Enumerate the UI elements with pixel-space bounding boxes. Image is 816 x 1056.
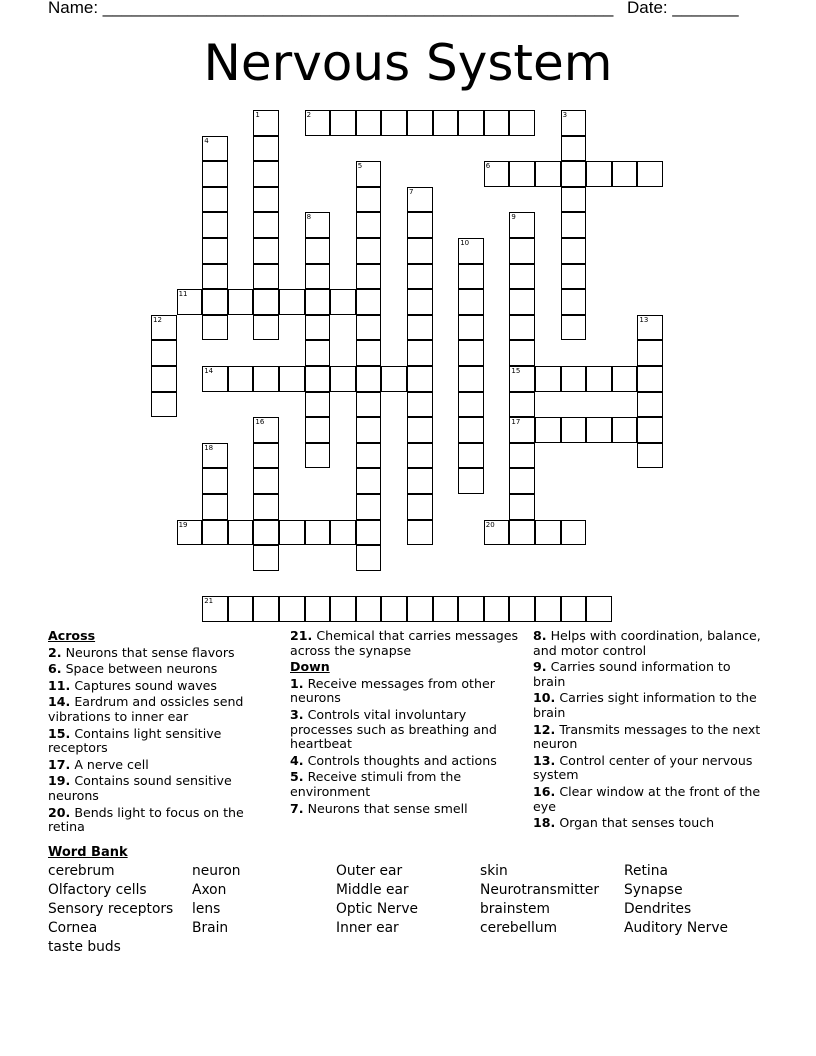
word-bank-word: Axon — [192, 882, 227, 898]
clue-number: 9 — [511, 213, 516, 222]
grid-cell[interactable] — [202, 161, 228, 187]
grid-cell[interactable] — [279, 289, 305, 315]
word-bank-word: Middle ear — [336, 882, 409, 898]
clue-num: 15. — [48, 725, 71, 741]
grid-cell[interactable] — [330, 289, 356, 315]
grid-cell[interactable] — [637, 392, 663, 418]
grid-cell[interactable] — [509, 468, 535, 494]
grid-cell[interactable] — [253, 238, 279, 264]
grid-cell[interactable] — [305, 520, 331, 546]
clue-number: 2 — [306, 111, 312, 119]
clue-num: 20. — [48, 804, 71, 820]
clue-text: Space between neurons — [61, 661, 218, 677]
grid-cell[interactable] — [586, 161, 612, 187]
word-bank-word: Dendrites — [624, 901, 692, 917]
clue-num: 17. — [48, 756, 71, 772]
grid-cell[interactable] — [305, 289, 331, 315]
grid-cell[interactable] — [407, 289, 433, 315]
grid-cell[interactable] — [407, 340, 433, 366]
grid-cell[interactable] — [458, 596, 484, 622]
down-clue — [290, 770, 522, 799]
grid-cell[interactable] — [381, 366, 407, 392]
grid-cell[interactable] — [356, 238, 382, 264]
down-clue — [290, 802, 522, 817]
grid-cell[interactable] — [356, 417, 382, 443]
grid-cell[interactable] — [637, 366, 663, 392]
grid-cell[interactable] — [202, 212, 228, 238]
grid-cell[interactable] — [305, 340, 331, 366]
clue-number: 7 — [409, 187, 414, 196]
grid-cell[interactable] — [253, 545, 279, 571]
clue-num: 13. — [533, 752, 556, 768]
grid-cell[interactable] — [356, 212, 382, 238]
clue-number: 3 — [562, 111, 568, 119]
clue-num: 16. — [533, 783, 556, 799]
grid-cell[interactable] — [279, 366, 305, 392]
grid-cell[interactable] — [561, 520, 587, 546]
grid-cell[interactable] — [458, 289, 484, 315]
grid-cell[interactable] — [356, 264, 382, 290]
grid-cell[interactable] — [458, 315, 484, 341]
grid-cell[interactable] — [458, 417, 484, 443]
clue-number: 13 — [639, 315, 649, 324]
grid-cell[interactable] — [305, 238, 331, 264]
grid-cell[interactable] — [407, 494, 433, 520]
grid-cell[interactable] — [433, 596, 459, 622]
clue-num: 12. — [533, 721, 556, 737]
clue-text: Control center of your nervous system — [533, 752, 753, 783]
down-clue — [533, 629, 765, 658]
clue-number: 4 — [204, 136, 209, 145]
grid-cell[interactable] — [407, 520, 433, 546]
clue-num: 21. — [290, 628, 313, 643]
grid-cell[interactable] — [407, 238, 433, 264]
clue-text: Neurons that sense flavors — [61, 644, 235, 660]
grid-cell[interactable] — [484, 110, 510, 136]
grid-cell[interactable] — [586, 366, 612, 392]
grid-cell[interactable] — [356, 545, 382, 571]
grid-cell[interactable] — [612, 366, 638, 392]
clue-number: 12 — [153, 315, 162, 324]
grid-cell[interactable] — [484, 596, 510, 622]
grid-cell[interactable] — [305, 417, 331, 443]
word-bank-word: Auditory Nerve — [624, 920, 728, 936]
grid-cell[interactable] — [253, 187, 279, 213]
clue-num: 1. — [290, 675, 304, 691]
clue-num: 5. — [290, 769, 304, 785]
clue-num: 19. — [48, 773, 71, 789]
down-clue — [533, 660, 765, 689]
grid-cell[interactable] — [305, 443, 331, 469]
clue-num: 6. — [48, 661, 62, 677]
clue-number: 16 — [255, 418, 265, 427]
grid-cell[interactable] — [561, 212, 587, 238]
grid-cell[interactable] — [535, 596, 561, 622]
clue-text: Transmits messages to the next neuron — [533, 721, 761, 752]
grid-cell[interactable] — [228, 596, 254, 622]
across-clue — [48, 662, 263, 677]
across-clue — [48, 679, 263, 694]
grid-cell[interactable] — [151, 366, 177, 392]
grid-cell[interactable] — [305, 366, 331, 392]
word-bank-word: Inner ear — [336, 920, 399, 936]
grid-cell[interactable] — [356, 520, 382, 546]
grid-cell[interactable] — [202, 468, 228, 494]
grid-cell[interactable] — [561, 161, 587, 187]
grid-cell[interactable] — [330, 110, 356, 136]
grid-cell[interactable] — [253, 468, 279, 494]
grid-cell[interactable] — [407, 596, 433, 622]
grid-cell[interactable] — [407, 110, 433, 136]
grid-cell[interactable] — [509, 161, 535, 187]
clue-text: A nerve cell — [70, 756, 149, 772]
clue-number: 19 — [178, 520, 188, 529]
grid-cell[interactable] — [509, 443, 535, 469]
grid-cell[interactable] — [356, 596, 382, 622]
grid-cell[interactable] — [381, 596, 407, 622]
word-bank-word: skin — [480, 863, 508, 879]
down-clue — [290, 708, 522, 752]
down-clue — [533, 691, 765, 720]
grid-cell[interactable] — [458, 264, 484, 290]
word-bank-word: taste buds — [48, 939, 121, 955]
clue-num: 2. — [48, 644, 62, 660]
clue-num: 18. — [533, 815, 556, 831]
word-bank-word: Olfactory cells — [48, 882, 147, 898]
grid-cell[interactable] — [509, 315, 535, 341]
grid-cell[interactable] — [253, 136, 279, 162]
down-clue — [290, 677, 522, 706]
word-bank-word: Retina — [624, 863, 668, 879]
down-clue — [290, 754, 522, 769]
word-bank-heading: Word Bank — [48, 845, 128, 860]
clue-number: 17 — [511, 418, 521, 427]
down-clue — [533, 723, 765, 752]
across-clue — [48, 646, 263, 661]
grid-cell[interactable] — [253, 366, 279, 392]
grid-cell[interactable] — [407, 212, 433, 238]
grid-cell[interactable] — [612, 161, 638, 187]
grid-cell[interactable] — [253, 596, 279, 622]
grid-cell[interactable] — [509, 238, 535, 264]
clue-num: 4. — [290, 752, 304, 768]
clue-column-2 — [290, 629, 522, 818]
down-clue — [533, 816, 765, 831]
clue-number: 18 — [204, 443, 214, 452]
clue-text: Receive stimuli from the environment — [290, 769, 462, 799]
clue-column-3 — [533, 629, 765, 833]
grid-cell[interactable] — [561, 417, 587, 443]
grid-cell[interactable] — [561, 136, 587, 162]
grid-cell[interactable] — [509, 264, 535, 290]
clue-column-1 — [48, 629, 263, 837]
grid-cell[interactable] — [305, 315, 331, 341]
clue-num: 8. — [533, 628, 547, 643]
clue-number: 20 — [485, 520, 495, 529]
clue-num: 10. — [533, 690, 556, 706]
clue-text: Receive messages from other neurons — [290, 675, 495, 706]
grid-cell[interactable] — [509, 596, 535, 622]
clue-text: Controls vital involuntary processes such as breathing and heartbeat — [290, 706, 497, 752]
grid-cell[interactable] — [561, 187, 587, 213]
grid-cell[interactable] — [356, 392, 382, 418]
word-bank-word: Outer ear — [336, 863, 403, 879]
grid-cell[interactable] — [356, 187, 382, 213]
grid-cell[interactable] — [253, 494, 279, 520]
grid-cell[interactable] — [356, 340, 382, 366]
word-bank-word: brainstem — [480, 901, 550, 917]
word-bank-word: Sensory receptors — [48, 901, 174, 917]
grid-cell[interactable] — [433, 110, 459, 136]
grid-cell[interactable] — [151, 392, 177, 418]
grid-cell[interactable] — [228, 520, 254, 546]
grid-cell[interactable] — [356, 315, 382, 341]
clue-number: 15 — [511, 367, 521, 375]
clue-text: Helps with coordination, balance, and motor control — [533, 628, 761, 658]
word-bank-word: Neurotransmitter — [480, 882, 600, 898]
clue-text: Organ that senses touch — [555, 815, 715, 831]
down-clue — [533, 785, 765, 814]
grid-cell[interactable] — [612, 417, 638, 443]
grid-cell[interactable] — [458, 340, 484, 366]
word-bank-word: lens — [192, 901, 221, 917]
word-bank-word: Optic Nerve — [336, 901, 418, 917]
clue-number: 11 — [178, 290, 188, 299]
grid-cell[interactable] — [330, 366, 356, 392]
date-field-label: Date: _______ — [627, 0, 739, 17]
grid-cell[interactable] — [458, 468, 484, 494]
grid-cell[interactable] — [509, 340, 535, 366]
clue-text: Contains light sensitive receptors — [48, 725, 222, 756]
grid-cell[interactable] — [561, 366, 587, 392]
grid-cell[interactable] — [407, 264, 433, 290]
clue-num: 11. — [48, 677, 71, 693]
grid-cell[interactable] — [407, 468, 433, 494]
word-bank-word: cerebrum — [48, 863, 115, 879]
down-heading: Down — [290, 659, 330, 675]
clue-number: 1 — [255, 111, 260, 119]
clue-text: Controls thoughts and actions — [303, 752, 497, 768]
word-bank-word: neuron — [192, 863, 241, 879]
grid-cell[interactable] — [253, 264, 279, 290]
across-clue — [48, 758, 263, 773]
grid-cell[interactable] — [228, 289, 254, 315]
clue-text: Carries sight information to the brain — [533, 690, 757, 720]
grid-cell[interactable] — [561, 315, 587, 341]
grid-cell[interactable] — [253, 289, 279, 315]
grid-cell[interactable] — [356, 443, 382, 469]
grid-cell[interactable] — [535, 366, 561, 392]
grid-cell[interactable] — [305, 596, 331, 622]
grid-cell[interactable] — [458, 392, 484, 418]
grid-cell[interactable] — [561, 238, 587, 264]
clue-number: 10 — [460, 239, 470, 247]
clue-number: 6 — [485, 162, 491, 171]
across-heading: Across — [48, 628, 96, 643]
grid-cell[interactable] — [407, 443, 433, 469]
grid-cell[interactable] — [305, 392, 331, 418]
grid-cell[interactable] — [279, 596, 305, 622]
clue-text: Bends light to focus on the retina — [48, 804, 244, 835]
clue-text: Carries sound information to brain — [533, 659, 731, 689]
word-bank-word: Synapse — [624, 882, 683, 898]
grid-cell[interactable] — [253, 315, 279, 341]
clue-number: 14 — [204, 367, 214, 375]
clue-text: Clear window at the front of the eye — [533, 783, 761, 814]
grid-cell[interactable] — [253, 520, 279, 546]
grid-cell[interactable] — [458, 443, 484, 469]
grid-cell[interactable] — [637, 443, 663, 469]
grid-cell[interactable] — [535, 161, 561, 187]
grid-cell[interactable] — [356, 366, 382, 392]
grid-cell[interactable] — [509, 289, 535, 315]
grid-cell[interactable] — [561, 289, 587, 315]
grid-cell[interactable] — [535, 520, 561, 546]
grid-cell[interactable] — [637, 417, 663, 443]
grid-cell[interactable] — [202, 520, 228, 546]
grid-cell[interactable] — [202, 187, 228, 213]
grid-cell[interactable] — [151, 340, 177, 366]
across-clue — [48, 695, 263, 724]
grid-cell[interactable] — [407, 392, 433, 418]
clue-text: Neurons that sense smell — [303, 800, 468, 816]
grid-cell[interactable] — [202, 238, 228, 264]
grid-cell[interactable] — [586, 596, 612, 622]
clue-number: 5 — [357, 162, 363, 171]
clue-text: Eardrum and ossicles send vibrations to inner ear — [48, 694, 244, 724]
grid-cell[interactable] — [458, 366, 484, 392]
grid-cell[interactable] — [356, 468, 382, 494]
clue-number: 21 — [204, 597, 214, 606]
grid-cell[interactable] — [509, 520, 535, 546]
grid-cell[interactable] — [253, 161, 279, 187]
grid-cell[interactable] — [253, 212, 279, 238]
grid-cell[interactable] — [407, 366, 433, 392]
word-bank-word: Brain — [192, 920, 229, 936]
grid-cell[interactable] — [356, 289, 382, 315]
clue-num: 3. — [290, 706, 304, 722]
page-title: Nervous System — [203, 34, 613, 92]
grid-cell[interactable] — [356, 494, 382, 520]
grid-cell[interactable] — [228, 366, 254, 392]
down-clue — [533, 754, 765, 783]
grid-cell[interactable] — [202, 315, 228, 341]
grid-cell[interactable] — [535, 417, 561, 443]
clue-text: Captures sound waves — [70, 677, 217, 693]
across-clue — [48, 774, 263, 803]
grid-cell[interactable] — [202, 494, 228, 520]
across-clue — [48, 806, 263, 835]
clue-text: Contains sound sensitive neurons — [48, 773, 232, 803]
grid-cell[interactable] — [356, 110, 382, 136]
grid-cell[interactable] — [279, 520, 305, 546]
grid-cell[interactable] — [561, 264, 587, 290]
clue-number: 8 — [306, 213, 312, 222]
grid-cell[interactable] — [330, 520, 356, 546]
grid-cell[interactable] — [381, 110, 407, 136]
word-bank-word: Cornea — [48, 920, 98, 936]
name-field-label: Name: ______________________________________________________ — [48, 0, 614, 17]
clue-num: 9. — [533, 659, 547, 675]
across-clue — [48, 727, 263, 756]
grid-cell[interactable] — [509, 494, 535, 520]
grid-cell[interactable] — [407, 417, 433, 443]
grid-cell[interactable] — [330, 596, 356, 622]
grid-cell[interactable] — [407, 315, 433, 341]
clue-num: 14. — [48, 694, 71, 710]
grid-cell[interactable] — [637, 340, 663, 366]
grid-cell[interactable] — [458, 110, 484, 136]
grid-cell[interactable] — [509, 392, 535, 418]
clue-text: Chemical that carries messages across the synapse — [290, 628, 519, 658]
grid-cell[interactable] — [561, 596, 587, 622]
grid-cell[interactable] — [586, 417, 612, 443]
across-clue — [290, 629, 522, 658]
word-bank-word: cerebellum — [480, 920, 558, 936]
grid-cell[interactable] — [509, 110, 535, 136]
clue-num: 7. — [290, 800, 304, 816]
grid-cell[interactable] — [253, 443, 279, 469]
grid-cell[interactable] — [305, 264, 331, 290]
grid-cell[interactable] — [637, 161, 663, 187]
grid-cell[interactable] — [202, 289, 228, 315]
grid-cell[interactable] — [202, 264, 228, 290]
